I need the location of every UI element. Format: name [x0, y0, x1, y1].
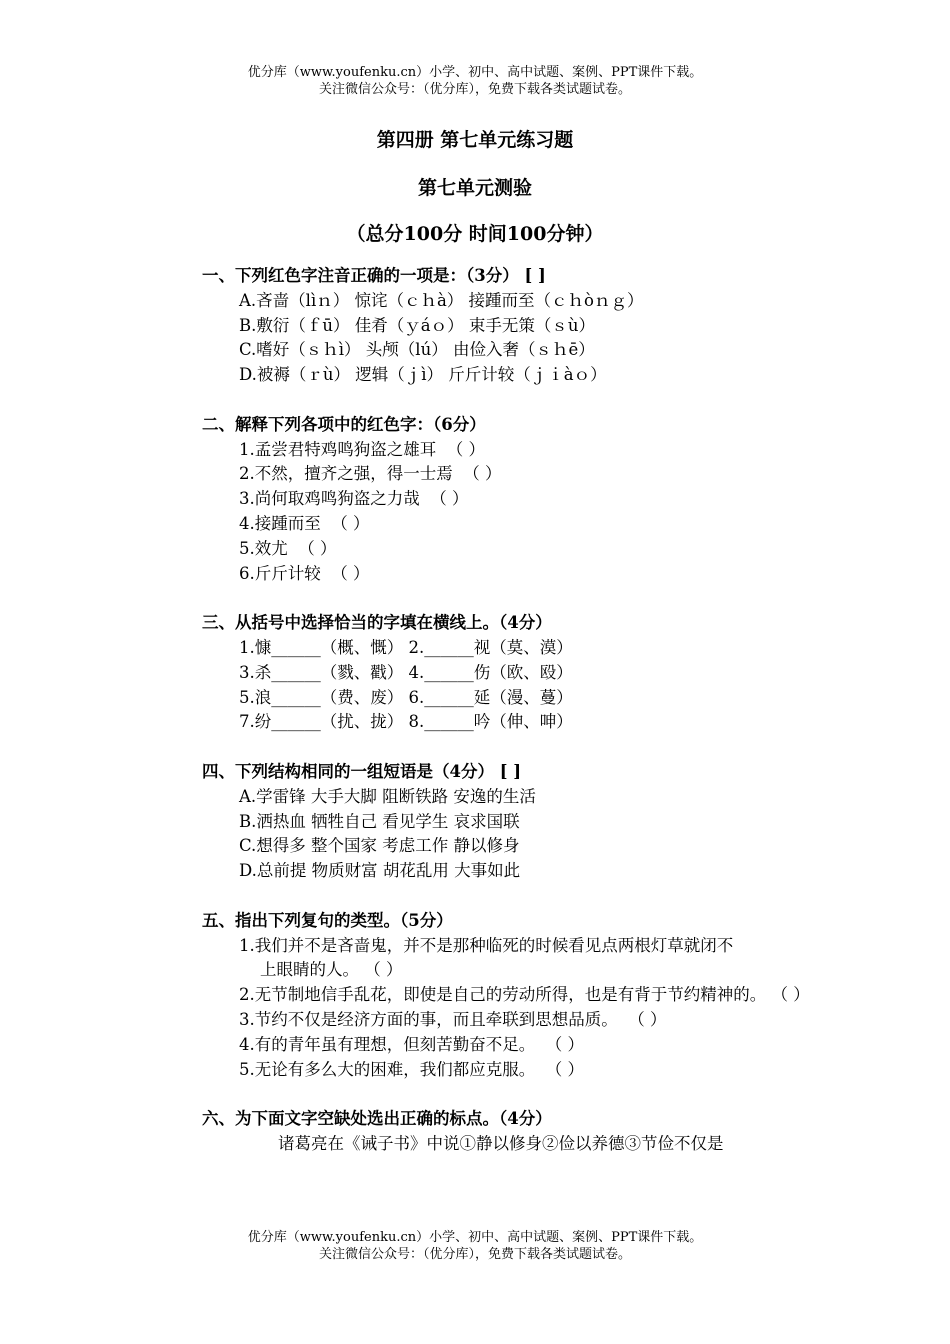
section-2-item: 1.孟尝君特鸡鸣狗盗之雄耳 （ ） [239, 439, 485, 459]
header-line-1: 优分库（www.youfenku.cn）小学、初中、高中试题、案例、PPT课件下载。 [247, 65, 703, 80]
document-title: 第四册 第七单元练习题 [376, 129, 574, 151]
exam-content [202, 264, 810, 1157]
document-subtitle: 第七单元测验 [417, 177, 532, 199]
section-3-row: 5.浪______（费、废） 6.______延（漫、蔓） [239, 687, 573, 707]
section-1-option: D.被褥（ｒù） 逻辑（ｊì） 斤斤计较（ｊｉàｏ） [239, 365, 607, 385]
section-3-heading: 三、从括号中选择恰当的字填在横线上。（4分） [202, 613, 552, 633]
section-5-heading: 五、指出下列复句的类型。（5分） [202, 910, 453, 930]
section-2-item: 5.效尤 （ ） [239, 538, 337, 558]
section-5-item-5: 5.无论有多么大的困难，我们都应克服。 （ ） [239, 1059, 584, 1079]
section-4-option: D.总前提 物质财富 胡花乱用 大事如此 [239, 861, 521, 881]
section-5-item-1-continued: 上眼睛的人。 （ ） [260, 960, 403, 980]
section-4-option: A.学雷锋 大手大脚 阻断铁路 安逸的生活 [239, 786, 536, 806]
section-6-text: 诸葛亮在《诫子书》中说①静以修身②俭以养德③节俭不仅是 [278, 1133, 724, 1153]
section-2-item: 3.尚何取鸡鸣狗盗之力哉 （ ） [239, 489, 469, 509]
section-5-item-2: 2.无节制地信手乱花，即使是自己的劳动所得，也是有背于节约精神的。 （ ） [239, 985, 810, 1005]
footer-line-1: 优分库（www.youfenku.cn）小学、初中、高中试题、案例、PPT课件下载。 [247, 1230, 703, 1245]
section-1-option: A.吝啬（lìｎ） 惊诧（ｃｈà） 接踵而至（ｃｈòｎｇ） [239, 290, 644, 310]
section-2-item: 6.斤斤计较 （ ） [239, 563, 370, 583]
section-3-row: 3.杀______（戮、戳） 4.______伤（欧、殴） [239, 662, 573, 682]
section-2-item: 2.不然，擅齐之强，得一士焉 （ ） [239, 464, 502, 484]
section-4-heading: 四、下列结构相同的一组短语是（4分） [ ] [202, 761, 522, 781]
section-1-heading: 一、下列红色字注音正确的一项是：（3分） [ ] [202, 266, 546, 285]
page-header [0, 64, 950, 98]
section-5-item-3: 3.节约不仅是经济方面的事，而且牵联到思想品质。 （ ） [239, 1009, 667, 1029]
section-4-option: C.想得多 整个国家 考虑工作 静以修身 [239, 836, 520, 856]
footer-line-2: 关注微信公众号：（优分库），免费下载各类试题试卷。 [318, 1247, 631, 1262]
section-1-option: C.嗜好（ｓｈì） 头颅（lú） 由俭入奢（ｓｈē） [239, 340, 595, 360]
section-2-item: 4.接踵而至 （ ） [239, 513, 370, 533]
section-6-heading: 六、为下面文字空缺处选出正确的标点。（4分） [202, 1109, 552, 1129]
section-5-item-1: 1.我们并不是吝啬鬼，并不是那种临死的时候看见点两根灯草就闭不 [239, 935, 734, 955]
section-1-option: B.敷衍（ｆū） 佳肴（ｙáｏ） 束手无策（ｓù） [239, 315, 595, 335]
section-4-option: B.洒热血 牺牲自己 看见学生 哀求国联 [239, 811, 520, 831]
document-info: （总分100分 时间100分钟） [346, 223, 604, 245]
section-3-row: 1.慷______（概、慨） 2.______视（莫、漠） [239, 637, 573, 657]
section-3-row: 7.纷______（扰、拢） 8.______吟（伸、呻） [239, 712, 573, 732]
section-2-heading: 二、解释下列各项中的红色字：（6分） [202, 414, 486, 434]
section-5-item-4: 4.有的青年虽有理想，但刻苦勤奋不足。 （ ） [239, 1034, 584, 1054]
header-line-2: 关注微信公众号：（优分库），免费下载各类试题试卷。 [318, 82, 631, 97]
page-footer [0, 1229, 950, 1263]
